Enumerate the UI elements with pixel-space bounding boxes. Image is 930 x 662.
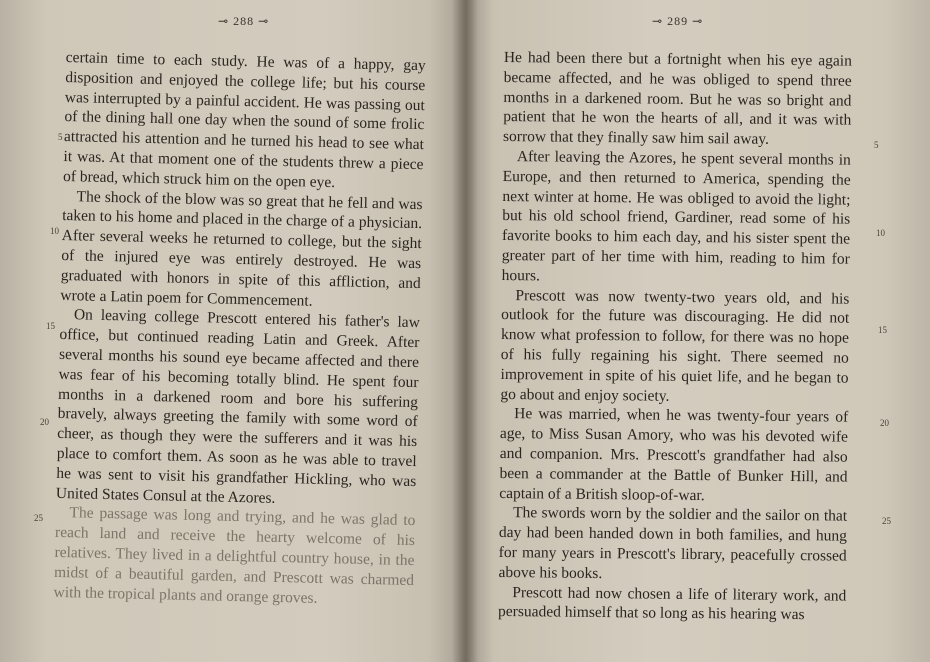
left-page-text — [53, 48, 425, 610]
paragraph — [500, 286, 849, 408]
line-number: 5 — [58, 132, 63, 142]
paragraph-text: After leaving the Azores, he spent several months in Europe, and then returned to America, spending the next winter at home. He was obliged to avoid the light; but his old school friend, Gardiner, read some of his favorite books to him each day, and his sister spent the greater part of her time with him, reading to him for hours. — [501, 148, 851, 285]
line-number: 5 — [874, 140, 879, 150]
right-page — [466, 0, 930, 662]
paragraph-text: He had been there but a fortnight when his eye again became affected, and he was obliged to spend three months in a darkened room. But he was so bright and patient that he won the hearts of all, and it was with sorrow that they finally saw him sail away. — [502, 48, 852, 148]
line-number: 25 — [882, 516, 891, 526]
paragraph — [503, 48, 852, 151]
line-number: 10 — [876, 228, 885, 238]
page-number-left-value: 288 — [233, 14, 255, 28]
paragraph — [53, 503, 415, 610]
paragraph — [56, 305, 420, 511]
paragraph-text: The swords worn by the soldier and the sailor on that day had been handed down in both families, and hung for many years in Prescott's library, peacefully crossed above his books. — [498, 504, 848, 582]
paragraph-text: He was married, when he was twenty-four years of age, to Miss Susan Amory, who was his devoted wife and companion. Mrs. Prescott's grandfather had also been a commander at the Battle of Bunker Hill, and captain of a British sloop-of-war. — [499, 405, 849, 504]
paragraph — [60, 187, 423, 314]
page-number-right: ⊸ 289 ⊸ — [652, 14, 704, 28]
page-number-left: ⊸ 288 ⊸ — [218, 14, 270, 28]
right-page-text — [498, 48, 852, 626]
line-number: 15 — [878, 325, 887, 335]
paragraph — [502, 147, 851, 289]
paragraph-text: The passage was long and trying, and he was glad to reach land and receive the hearty welcome of his relatives. They lived in a delightful country house, in the midst of a beautiful garden, and Prescott was charmed with the tropical plants and orange groves. — [53, 504, 416, 607]
line-number: 15 — [46, 321, 55, 331]
line-number: 25 — [34, 513, 43, 523]
line-number: 20 — [880, 418, 889, 428]
paragraph — [499, 404, 848, 507]
paragraph — [498, 503, 847, 586]
paragraph-text: Prescott was now twenty-two years old, and his outlook for the future was discouraging. He did not know what profession to follow, for there was no hope of his fully regaining his sight. There seemed no improvement in spite of his quiet life, and he began to go about and enjoy society. — [500, 286, 850, 405]
page-number-right-value: 289 — [667, 14, 689, 28]
line-number: 10 — [50, 226, 59, 236]
paragraph-text: On leaving college Prescott entered his father's law office, but continued reading Latin and Greek. After several months his sound eye became affected and there was fear of his becoming totally blind. He spent four months in a darkened room and bore his suffering bravely, always greeting the family with some word of cheer, as though they were the sufferers and it was his place to comfort them. As soon as he was able to travel he was sent to visit his grandfather Hickling, who was United States Consul at the Azores. — [55, 306, 421, 507]
paragraph-text: certain time to each study. He was of a happy, gay disposition and enjoyed the college life; but his course was interrupted by a painful accident. He was passing out of the dining hall one day when the sound of some frolic attracted his attention and he turned his head to see what it was. At that moment one of the students threw a piece of bread, which struck him on the open eye. — [62, 48, 426, 191]
paragraph — [63, 48, 426, 195]
paragraph-text: Prescott had now chosen a life of literary work, and persuaded himself that so long as his hearing was — [498, 583, 847, 624]
line-number: 20 — [40, 417, 49, 427]
paragraph — [498, 582, 846, 625]
paragraph-text: The shock of the blow was so great that he fell and was taken to his home and placed in the charge of a physician. After several weeks he returned to college, but the sight of the injured eye was entirely destroyed. He was graduated with honors in spite of this affliction, and wrote a Latin poem for Commencement. — [60, 187, 423, 310]
book-gutter — [452, 0, 478, 662]
